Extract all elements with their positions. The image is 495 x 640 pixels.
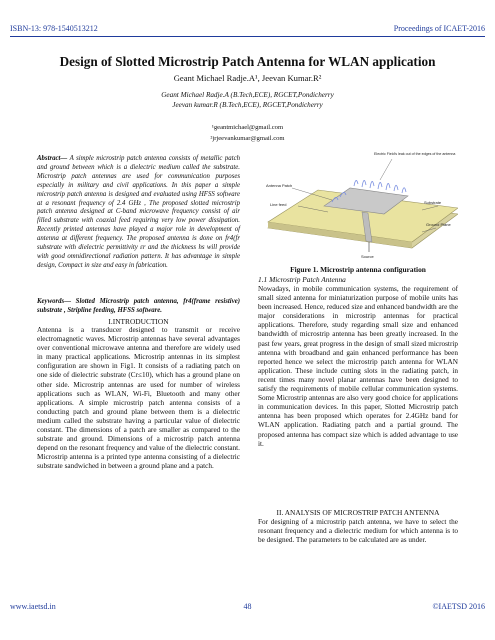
abstract-label: Abstract— bbox=[37, 155, 68, 162]
header-rule bbox=[10, 36, 485, 37]
section-1-1-heading: 1.1 Microstrip Patch Antenna bbox=[258, 275, 346, 284]
paper-authors: Geant Michael Radje.A¹, Jeevan Kumar.R² bbox=[173, 73, 322, 83]
affiliation-1: Geant Michael Radje.A (B.Tech,ECE), RGCET,Pondicherry bbox=[161, 91, 334, 99]
author-email-1: ¹geantmichael@gmail.com bbox=[211, 124, 284, 131]
antenna-figure bbox=[262, 150, 458, 260]
keywords-label: Keywords— bbox=[37, 298, 71, 305]
label-fringe: Electric Field's leak out of the edges of the antenna bbox=[374, 152, 456, 156]
footer-website[interactable]: www.iaetsd.in bbox=[10, 602, 56, 611]
label-substrate: Substrate bbox=[424, 200, 442, 205]
header-proceedings: Proceedings of ICAET-2016 bbox=[393, 24, 485, 33]
footer-page-number: 48 bbox=[243, 602, 252, 611]
label-patch: Antenna Patch bbox=[266, 183, 293, 188]
abstract bbox=[37, 155, 240, 271]
section-1-1-text: Nowadays, in mobile communication systems, the requirement of small sized antenna for miniaturization purpose of mobile units has been increased. Hence, reduced size and enhanced bandwidth are the major considerations in microstrip antennas for practical applications. Therefore, study regarding small size and enhanced bandwidth of microstrip antenna has been greatly increased. In the past few years, great progress in the design of small sized microstrip antenna with broadband and gain enhanced performance has been reported hence we select the microstrip patch antenna for WLAN application. These include cutting slots in the radiating patch, in recent times many novel planar antennas have been designed to satisfy the requirements of mobile cellular communication systems. Some Microstrip antennas are also very good choice for applications in communication devices. In this paper, Slotted Microstrip patch antenna has been proposed which operates for 2.4GHz band for WLAN application. Radiating patch and a partial ground. The proposed antenna has compact size which is added advantage to use it. bbox=[258, 285, 458, 448]
affiliation-2: Jeevan kumar.R (B.Tech,ECE), RGCET,Pondicherry bbox=[172, 101, 323, 109]
label-ground: Ground Plane bbox=[426, 222, 451, 227]
footer-copyright: ©IAETSD 2016 bbox=[432, 602, 485, 611]
keywords-text: Slotted Microstrip patch antenna, fr4(frame resistive) substrate , Stripline feeding, HFSS software. bbox=[37, 298, 240, 314]
intro-text: Antenna is a transducer designed to transmit or receive electromagnetic waves. Microstrip antennas have several advantages over conventional microwave antenna and therefore are widely used in many practical applications. Microstrip antennas in its simplest configuration are shown in Fig1. It consists of a radiating patch on one side of dielectric substrate (Cr≤10), which has a ground plane on other side. Microstrip antennas are used for number of wireless applications such as WLAN, Wi-Fi, Bluetooth and many other applications. A simple microstrip patch antenna consists of a conducting patch and ground plane between them is a dielectric medium called the substrate having a particular value of dielectric constant. The dimensions of a patch are smaller as compared to the substrate and ground. Dimensions of a microstrip patch antenna depend on the resonant frequency and value of the dielectric constant. Microstrip antenna is a printed type antenna consisting of a dielectric substrate sandwiched in between a ground plane and a patch. bbox=[37, 326, 240, 471]
paper-title: Design of Slotted Microstrip Patch Antenna for WLAN application bbox=[59, 54, 436, 69]
abstract-text: A simple microstrip patch antenna consists of metallic patch and ground between which is a dielectric medium called the substrate. Microstrip patch antennas are used for communication purposes especially in military and civil applications. In this paper a simple microstrip patch antenna is designed and evaluated using HFSS software at a resonant frequency of 2.4 GHz , The proposed slotted microstrip patch antenna designed at C-band microwave frequency consist of air filled substrate with coaxial feed requiring very low power dissipation. Recently printed antennas have played a major role in development of antenna at different frequency. The proposed antenna is done on fr4(fr substrate with dielectric permittivity εr and the thickness hs will provide with good omnidirectional radiation pattern. It has advantage in simple design, Compact in size and easy in fabrication. bbox=[37, 155, 240, 269]
figure-caption: Figure 1. Microstrip antenna configuration bbox=[290, 265, 426, 274]
label-feed: Line feed bbox=[270, 202, 287, 207]
intro-heading: I.INTRODUCTION bbox=[108, 317, 169, 326]
section-2-heading: II. ANALYSIS OF MICROSTRIP PATCH ANTENNA bbox=[276, 508, 440, 517]
section-2-text: For designing of a microstrip patch antenna, we have to select the resonant frequency and a dielectric medium for which antenna is to be designed. The parameters to be calculated are as under. bbox=[258, 518, 458, 545]
header-isbn: ISBN-13: 978-1540513212 bbox=[10, 24, 98, 33]
keywords bbox=[37, 298, 240, 316]
author-email-2: ²jrjeevankumar@gmail.com bbox=[210, 135, 285, 142]
label-source: Source bbox=[361, 254, 374, 259]
